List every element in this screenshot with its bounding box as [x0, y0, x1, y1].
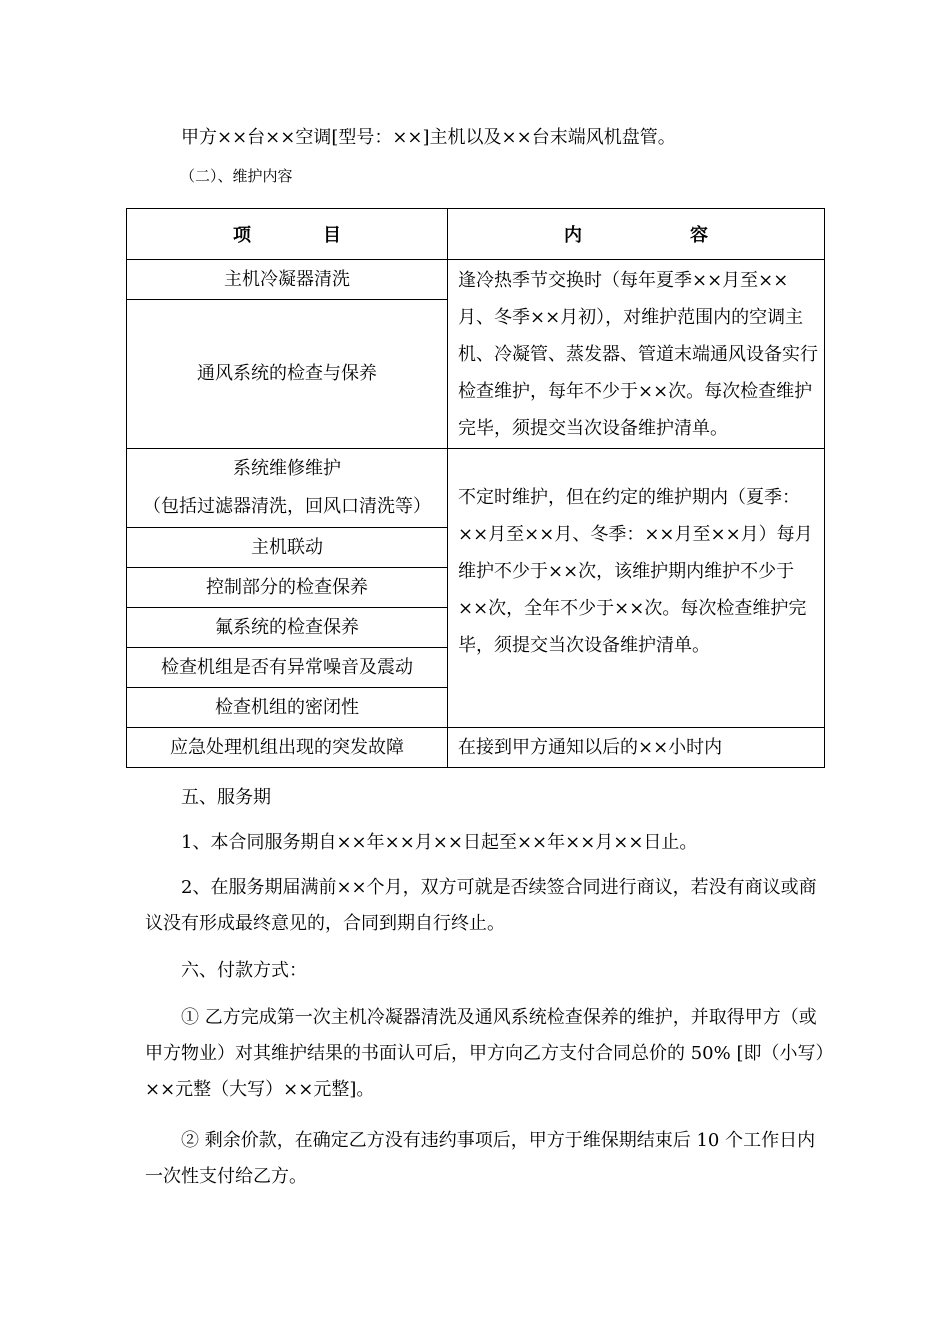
- item-cell: 检查机组是否有异常噪音及震动: [127, 648, 448, 688]
- header-item: 项 目: [127, 209, 448, 260]
- item-cell: 应急处理机组出现的突发故障: [127, 728, 448, 768]
- table-row: [127, 449, 825, 528]
- content-cell-periodic: 不定时维护，但在约定的维护期内（夏季：××月至××月、冬季：××月至××月）每月维护不少于××次，该维护期内维护不少于××次，全年不少于××次。每次检查维护完毕，须提交当次设备维护清单。: [448, 449, 825, 728]
- table-header-row: [127, 209, 825, 260]
- section6-paragraph-1: ① 乙方完成第一次主机冷凝器清洗及通风系统检查保养的维护，并取得甲方（或甲方物业）对其维护结果的书面认可后，甲方向乙方支付合同总价的 50% [即（小写）××元整（大写）××元整]。: [145, 1007, 825, 1100]
- content-cell-emergency: 在接到甲方通知以后的××小时内: [448, 728, 825, 768]
- item-line: （包括过滤器清洗，回风口清洗等）: [143, 496, 431, 517]
- section5-paragraph-1: 1、本合同服务期自××年××月××日起至××年××月××日止。: [181, 832, 698, 853]
- item-line: 系统维修维护: [233, 458, 341, 479]
- item-cell: 氟系统的检查保养: [127, 608, 448, 648]
- item-cell: [127, 449, 448, 528]
- section-heading-maintenance: （二）、维护内容: [180, 167, 293, 185]
- item-cell: 主机冷凝器清洗: [127, 260, 448, 300]
- maintenance-table: [126, 208, 825, 768]
- section5-paragraph-2: 2、在服务期届满前××个月，双方可就是否续签合同进行商议，若没有商议或商议没有形成最终意见的，合同到期自行终止。: [145, 877, 817, 934]
- item-cell: 控制部分的检查保养: [127, 568, 448, 608]
- content-cell-seasonal: 逢冷热季节交换时（每年夏季××月至××月、冬季××月初），对维护范围内的空调主机、冷凝管、蒸发器、管道末端通风设备实行检查维护，每年不少于××次。每次检查维护完毕，须提交当次设备维护清单。: [448, 260, 825, 449]
- section5-heading: 五、服务期: [181, 787, 271, 808]
- section6-heading: 六、付款方式：: [181, 960, 307, 981]
- header-content: 内 容: [448, 209, 825, 260]
- table-row: [127, 260, 825, 300]
- section6-paragraph-2: ② 剩余价款，在确定乙方没有违约事项后，甲方于维保期结束后 10 个工作日内一次性支付给乙方。: [145, 1130, 816, 1187]
- intro-paragraph: 甲方××台××空调[型号：××]主机以及××台末端风机盘管。: [181, 127, 676, 148]
- item-cell: 主机联动: [127, 528, 448, 568]
- item-cell: 通风系统的检查与保养: [127, 300, 448, 449]
- item-cell: 检查机组的密闭性: [127, 688, 448, 728]
- table-row: [127, 728, 825, 768]
